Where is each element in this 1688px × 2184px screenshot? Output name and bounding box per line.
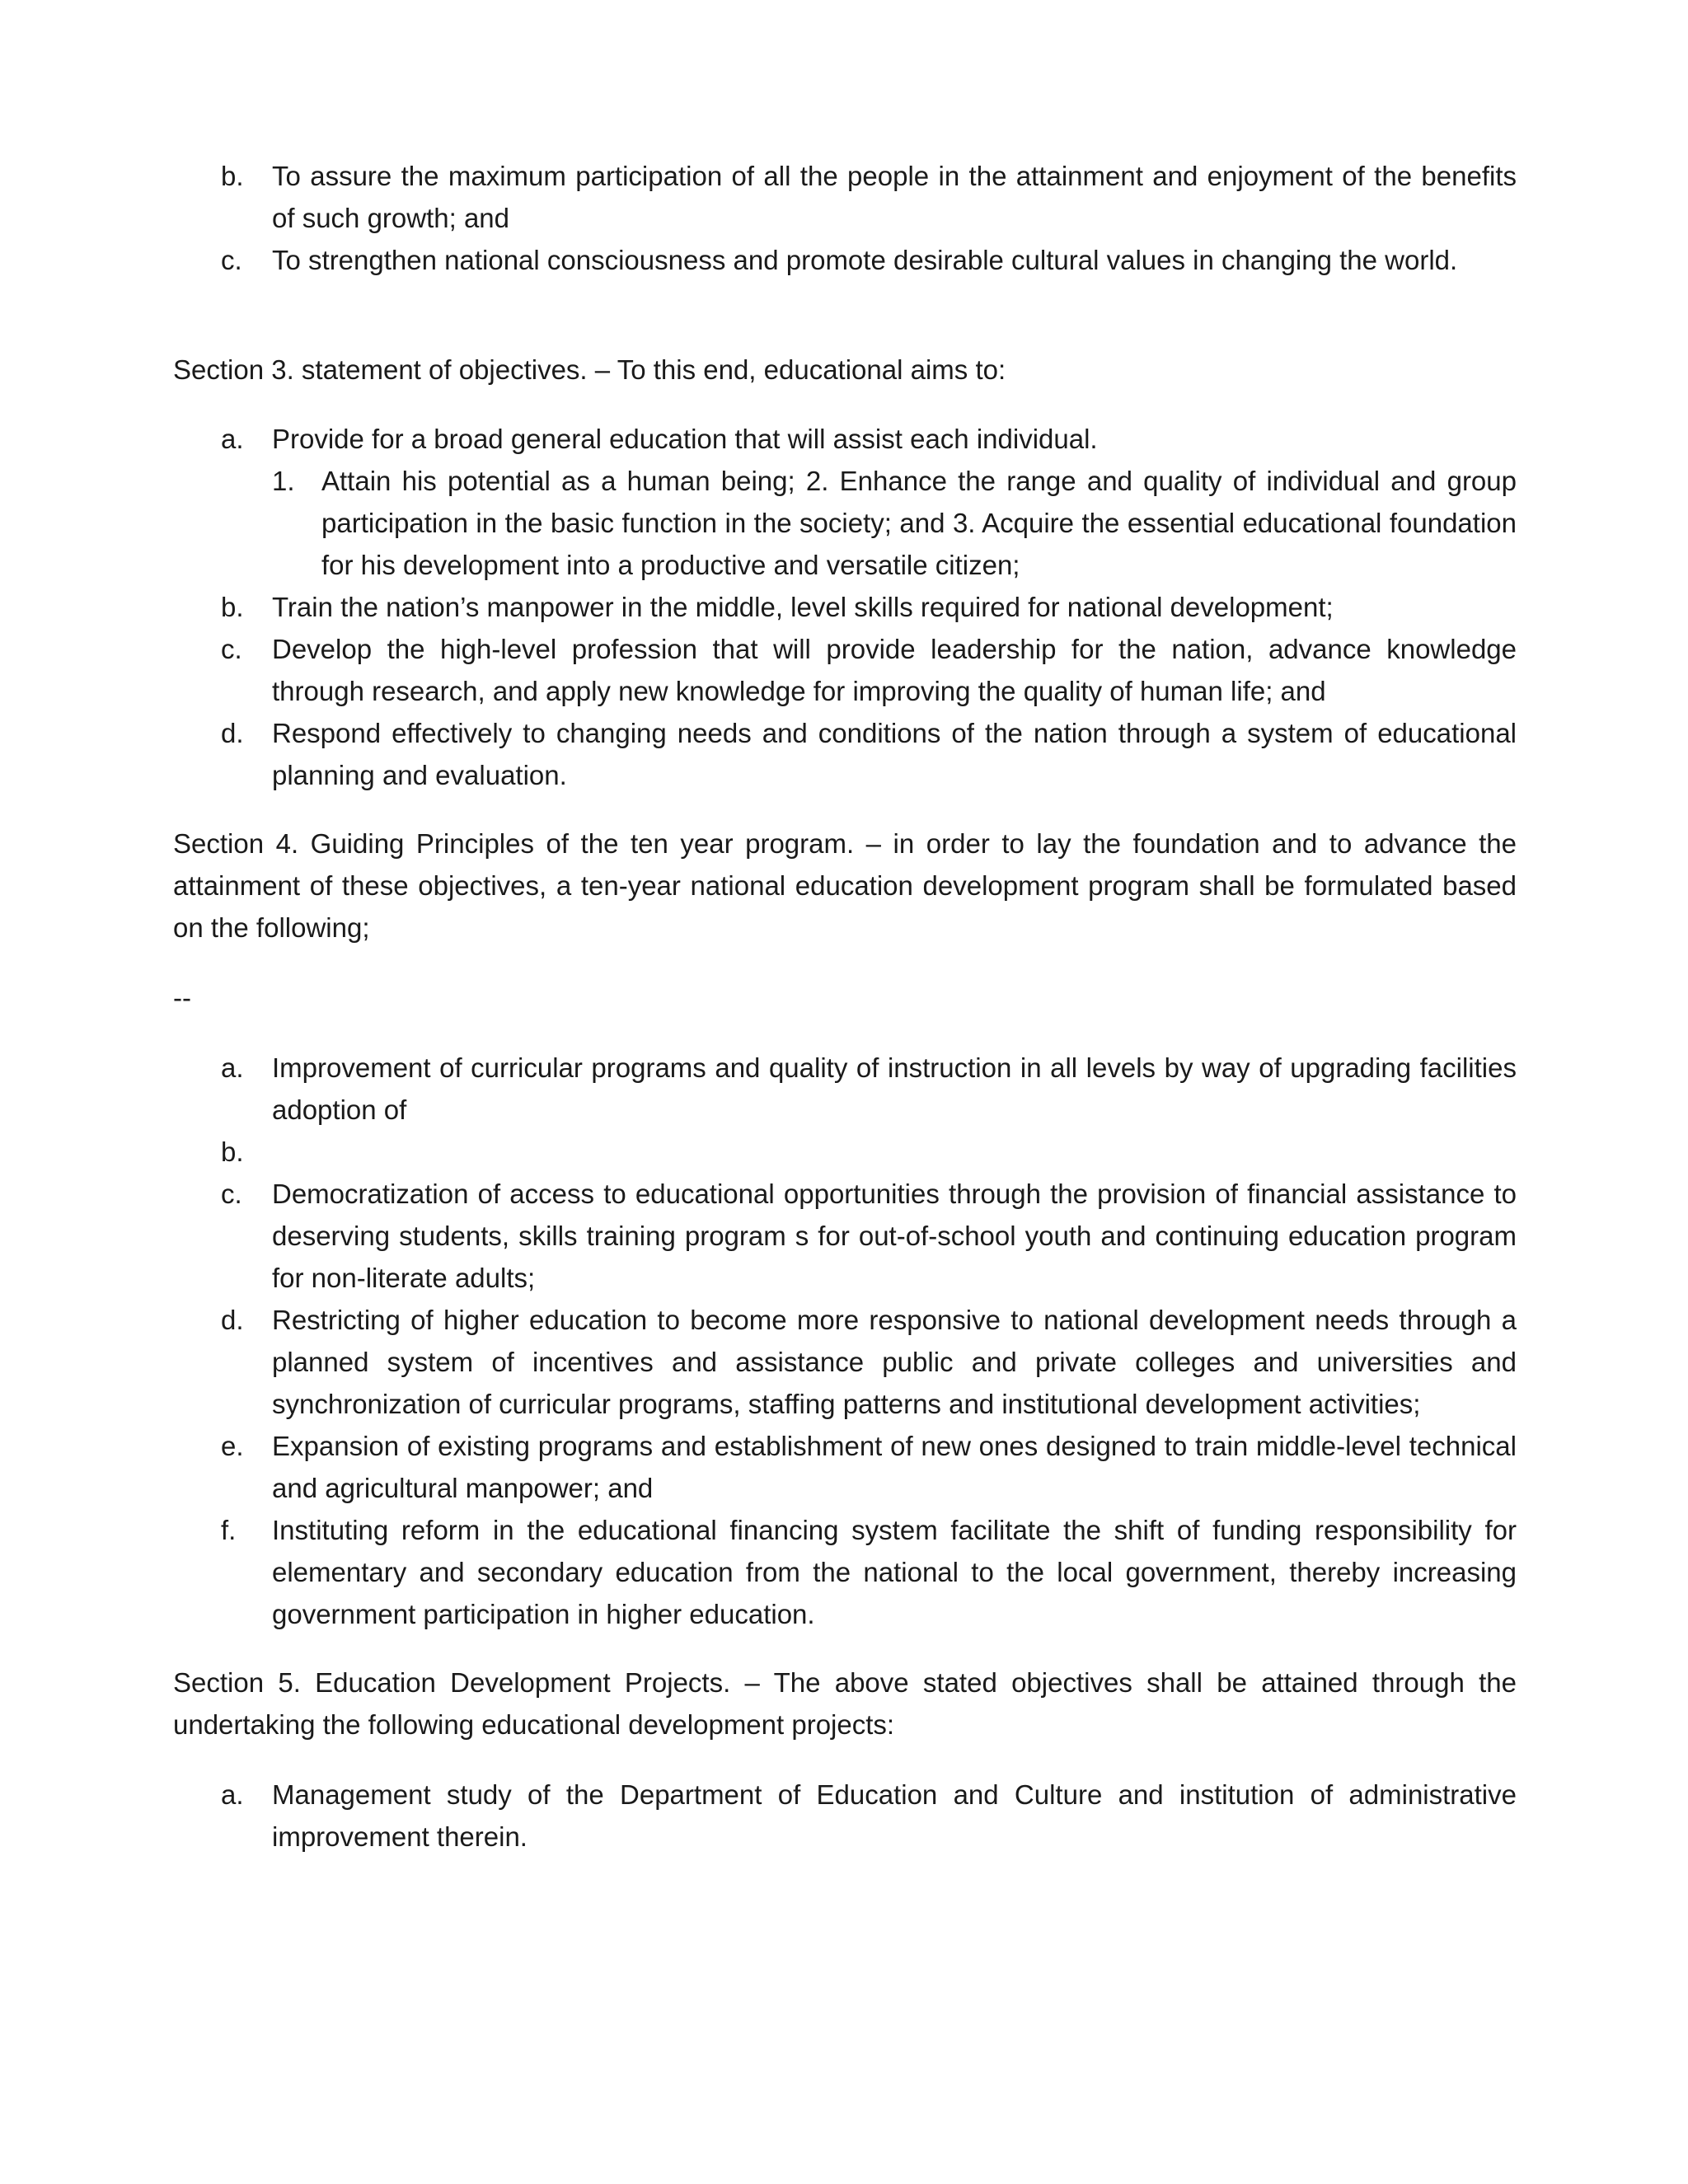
list-item-text: To assure the maximum participation of all the people in the attainment and enjoyment of the benefits of such growth; and	[272, 161, 1517, 233]
list-marker: f.	[221, 1515, 237, 1545]
list-item	[173, 1425, 1517, 1509]
list-item-text: Expansion of existing programs and establishment of new ones designed to train middle-level technical and agricultural manpower; and	[272, 1431, 1517, 1503]
list-item	[173, 712, 1517, 796]
top-list	[173, 155, 1517, 281]
list-item	[173, 1299, 1517, 1425]
list-item-text: Management study of the Department of Education and Culture and institution of administrative improvement therein.	[272, 1779, 1517, 1852]
list-item	[173, 586, 1517, 628]
list-item-text: Restricting of higher education to become more responsive to national development needs through a planned system of incentives and assistance public and private colleges and universities and synchronization of curricular programs, staffing patterns and institutional development activities;	[272, 1305, 1517, 1419]
separator-text: --	[173, 982, 191, 1013]
list-marker: a.	[221, 424, 244, 454]
list-item-text: Train the nation’s manpower in the middle, level skills required for national development;	[272, 592, 1334, 622]
list-item	[173, 1047, 1517, 1131]
list-item-text: Improvement of curricular programs and quality of instruction in all levels by way of upgrading facilities adoption of	[272, 1052, 1517, 1125]
list-item	[173, 1173, 1517, 1299]
list-item-text: Develop the high-level profession that will provide leadership for the nation, advance knowledge through research, and apply new knowledge for improving the quality of human life; and	[272, 634, 1517, 706]
list-item	[173, 1131, 1517, 1173]
list-item-text: Attain his potential as a human being; 2. Enhance the range and quality of individual and group participation in the basic function in the society; and 3. Acquire the essential educational foundation for his development into a productive and versatile citizen;	[321, 466, 1517, 580]
list-item-text: Instituting reform in the educational financing system facilitate the shift of funding responsibility for elementary and secondary education from the national to the local government, thereby increasing government participation in higher education.	[272, 1515, 1517, 1629]
list-marker: e.	[221, 1431, 244, 1461]
list-item-text: Democratization of access to educational opportunities through the provision of financial assistance to deserving students, skills training program s for out-of-school youth and continuing education program for non-literate adults;	[272, 1179, 1517, 1293]
list-marker: b.	[221, 592, 244, 622]
section-4-heading: Section 4. Guiding Principles of the ten year program. – in order to lay the foundation and to advance the attainment of these objectives, a ten-year national education development program shall be formulated based on the following;	[173, 828, 1517, 943]
list-marker: c.	[221, 245, 242, 275]
list-item	[173, 1774, 1517, 1858]
list-marker: b.	[221, 1137, 244, 1167]
list-marker: a.	[221, 1779, 244, 1810]
list-marker: c.	[221, 1179, 242, 1209]
list-item	[173, 628, 1517, 712]
list-item-text: Respond effectively to changing needs and conditions of the nation through a system of educational planning and evaluation.	[272, 718, 1517, 790]
section-5-heading: Section 5. Education Development Projects. – The above stated objectives shall be attained through the undertaking the following educational development projects:	[173, 1667, 1517, 1740]
sub-list-item	[173, 460, 1517, 586]
list-item	[173, 1509, 1517, 1635]
list-marker: 1.	[272, 466, 295, 496]
list-item-text: To strengthen national consciousness and promote desirable cultural values in changing the world.	[272, 245, 1458, 275]
document-page	[173, 155, 1517, 1858]
list-marker: a.	[221, 1052, 244, 1083]
section-3-heading: Section 3. statement of objectives. – To this end, educational aims to:	[173, 354, 1006, 385]
section-5-list	[173, 1774, 1517, 1858]
section-4-list	[173, 1047, 1517, 1635]
list-marker: c.	[221, 634, 242, 664]
list-item	[173, 155, 1517, 239]
list-marker: d.	[221, 718, 244, 748]
list-item	[173, 418, 1517, 460]
list-marker: d.	[221, 1305, 244, 1335]
list-item-text: Provide for a broad general education that will assist each individual.	[272, 424, 1098, 454]
list-marker: b.	[221, 161, 244, 191]
section-3-list	[173, 418, 1517, 796]
list-item	[173, 239, 1517, 281]
